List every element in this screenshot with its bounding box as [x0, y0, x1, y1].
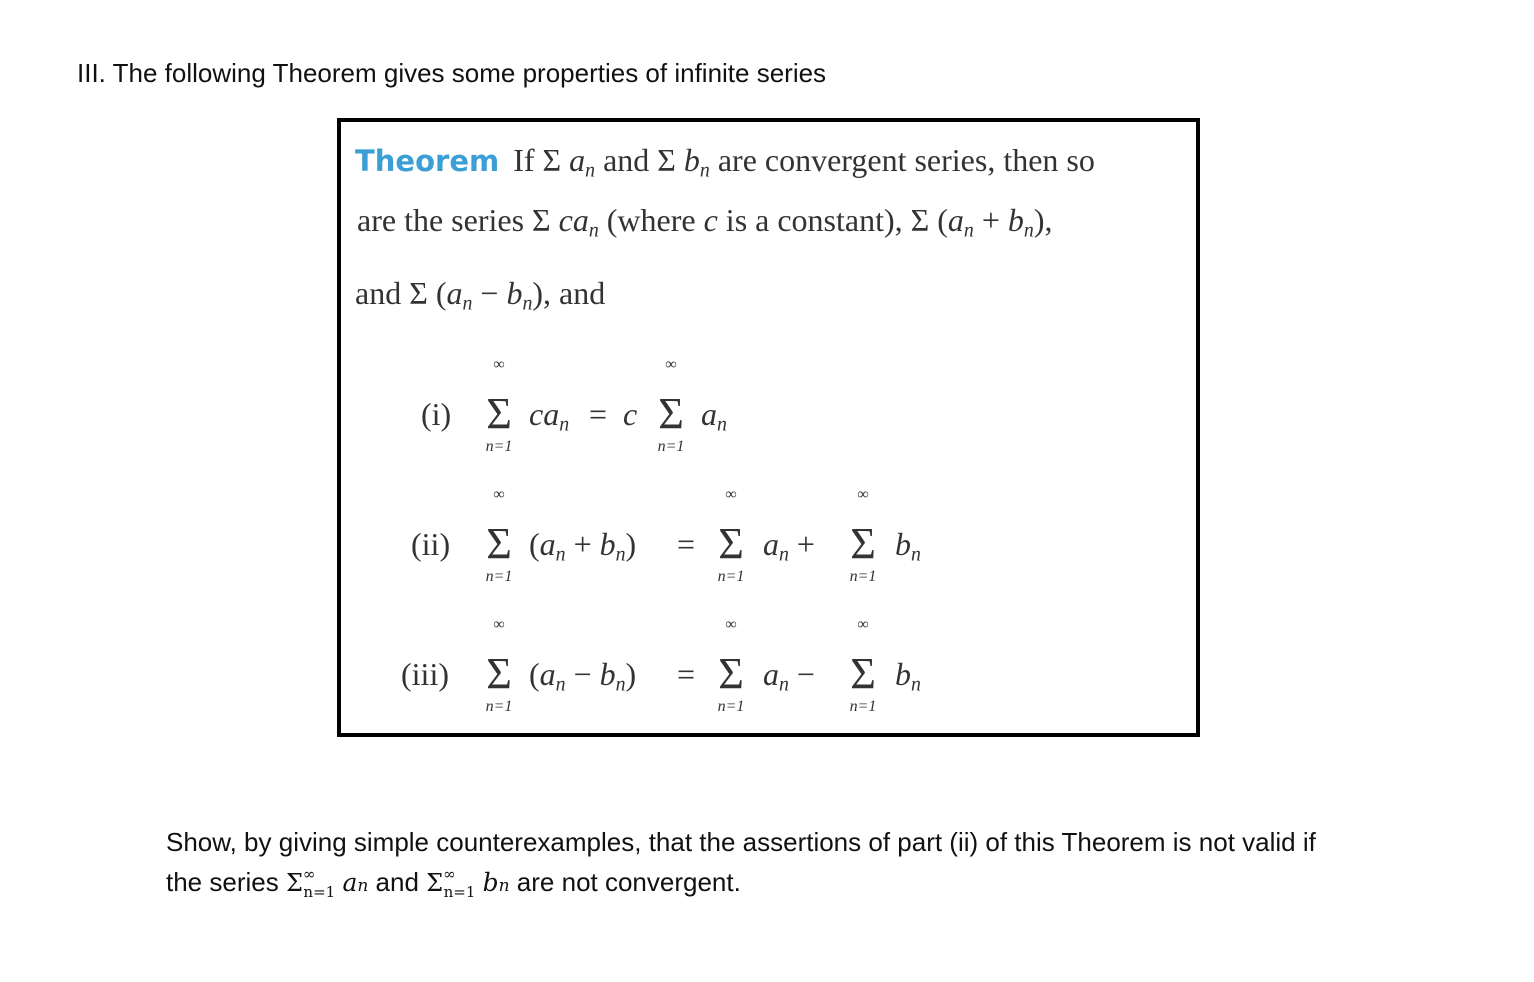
var: n: [559, 413, 570, 436]
var: n: [498, 876, 510, 896]
var: b: [482, 868, 499, 897]
var: b: [506, 275, 523, 311]
sum-symbol: [479, 486, 519, 585]
sum-upper: ∞: [302, 865, 316, 883]
question-line-2: [166, 862, 1466, 906]
equals: =: [677, 526, 696, 562]
var: n: [585, 159, 596, 182]
theorem-line-2: [357, 202, 1052, 243]
sum-symbol: [843, 486, 883, 585]
theorem-line-3: [355, 275, 605, 316]
var: a: [763, 656, 779, 692]
term: [701, 396, 727, 437]
var: b: [895, 656, 911, 692]
text: If Σ: [513, 142, 570, 178]
text: the series: [166, 867, 286, 897]
text: are convergent series, then so: [709, 142, 1095, 178]
sum-lower: n=1: [485, 698, 513, 715]
equals: =: [677, 656, 696, 692]
var: n: [462, 292, 473, 315]
var: n: [588, 219, 599, 242]
item-label-iii: (iii): [401, 656, 449, 692]
sum-upper: ∞: [493, 486, 505, 503]
sum-lower: n=1: [717, 698, 745, 715]
sum-upper: ∞: [493, 356, 505, 373]
var: a: [763, 526, 779, 562]
text: −: [472, 275, 507, 311]
var: a: [701, 396, 717, 432]
sigma: Σ: [658, 389, 684, 438]
text: (where: [598, 202, 704, 238]
question-line-1: Show, by giving simple counterexamples, that the assertions of part (ii) of this Theorem is not valid if: [166, 827, 1316, 857]
var: b: [599, 656, 616, 692]
var: n: [615, 673, 626, 696]
sum-inline: $\Sigma^\infty_{n=1}$: [426, 865, 476, 901]
text: ), and: [532, 275, 606, 311]
sigma: Σ: [486, 389, 512, 438]
var: n: [522, 292, 533, 315]
question-paragraph: [166, 822, 1466, 906]
sum-lower: n=1: [303, 883, 336, 901]
var: c: [623, 396, 638, 432]
var: a: [572, 202, 589, 238]
term: [529, 396, 569, 437]
sigma: Σ: [850, 519, 876, 568]
var: n: [1023, 219, 1034, 242]
sigma: Σ: [850, 649, 876, 698]
sum-symbol: [843, 616, 883, 715]
var: n: [717, 413, 727, 436]
text: is a constant), Σ (: [717, 202, 948, 238]
sum-symbol: [651, 356, 691, 455]
var: c: [558, 202, 573, 238]
var: n: [699, 159, 710, 182]
sum-upper: ∞: [493, 616, 505, 633]
sigma: Σ: [718, 649, 744, 698]
sigma: Σ: [718, 519, 744, 568]
term: $(a_n - b_n)$: [529, 656, 637, 696]
text: and Σ: [595, 142, 684, 178]
var: b: [1007, 202, 1024, 238]
item-label-i: (i): [421, 396, 452, 432]
var: a: [539, 526, 556, 562]
sum-lower: n=1: [485, 568, 513, 585]
sum-lower: n=1: [485, 438, 513, 455]
section-heading: III. The following Theorem gives some properties of infinite series: [77, 58, 827, 88]
sigma: Σ: [486, 649, 512, 698]
equals: =: [589, 396, 608, 432]
theorem-line-1: [355, 142, 1095, 183]
sum-upper: ∞: [443, 865, 456, 883]
term: $a_n$ −: [763, 656, 815, 696]
sum-symbol: [711, 616, 751, 715]
var: a: [947, 202, 964, 238]
text: and: [368, 867, 427, 897]
var: n: [357, 876, 369, 896]
var: n: [911, 543, 921, 566]
sum-upper: ∞: [857, 486, 869, 503]
var: n: [963, 219, 974, 242]
sum-symbol: [479, 356, 519, 455]
theorem-box: [337, 118, 1200, 737]
var: b: [683, 142, 700, 178]
text: ),: [1033, 202, 1053, 238]
var: b: [599, 526, 616, 562]
term: [895, 526, 921, 567]
item-label-ii: (ii): [411, 526, 451, 562]
equation-iii: [341, 616, 1191, 715]
sum-symbol: [711, 486, 751, 585]
text: +: [973, 202, 1008, 238]
sum-lower: n=1: [849, 698, 877, 715]
sum-upper: ∞: [725, 486, 737, 503]
text: and Σ (: [355, 275, 447, 311]
var: a: [446, 275, 463, 311]
sum-upper: ∞: [725, 616, 737, 633]
text: are the series Σ: [357, 202, 559, 238]
sigma: Σ: [486, 519, 512, 568]
sum-inline: $\Sigma^\infty_{n=1}$: [285, 865, 336, 901]
equation-i: [341, 356, 1191, 455]
var: n: [555, 543, 566, 566]
var: n: [779, 543, 789, 566]
var: n: [779, 673, 789, 696]
sum-symbol: [479, 616, 519, 715]
var: a: [539, 656, 556, 692]
sum-upper: ∞: [857, 616, 869, 633]
var: a: [342, 868, 358, 897]
sum-lower: n=1: [443, 883, 476, 901]
term: $a_n$ +: [763, 526, 815, 566]
theorem-label: Theorem: [355, 144, 500, 178]
sum-lower: n=1: [717, 568, 745, 585]
sum-upper: ∞: [665, 356, 677, 373]
var: n: [911, 673, 921, 696]
var: n: [615, 543, 626, 566]
term: $(a_n + b_n)$: [529, 526, 637, 566]
var: a: [569, 142, 586, 178]
term: [895, 656, 921, 697]
var: c: [529, 396, 544, 432]
text: are not convergent.: [509, 867, 741, 897]
equation-ii: [341, 486, 1191, 585]
var: a: [543, 396, 560, 432]
var: n: [555, 673, 566, 696]
sum-lower: n=1: [657, 438, 685, 455]
var: c: [703, 202, 718, 238]
sum-lower: n=1: [849, 568, 877, 585]
var: b: [895, 526, 911, 562]
